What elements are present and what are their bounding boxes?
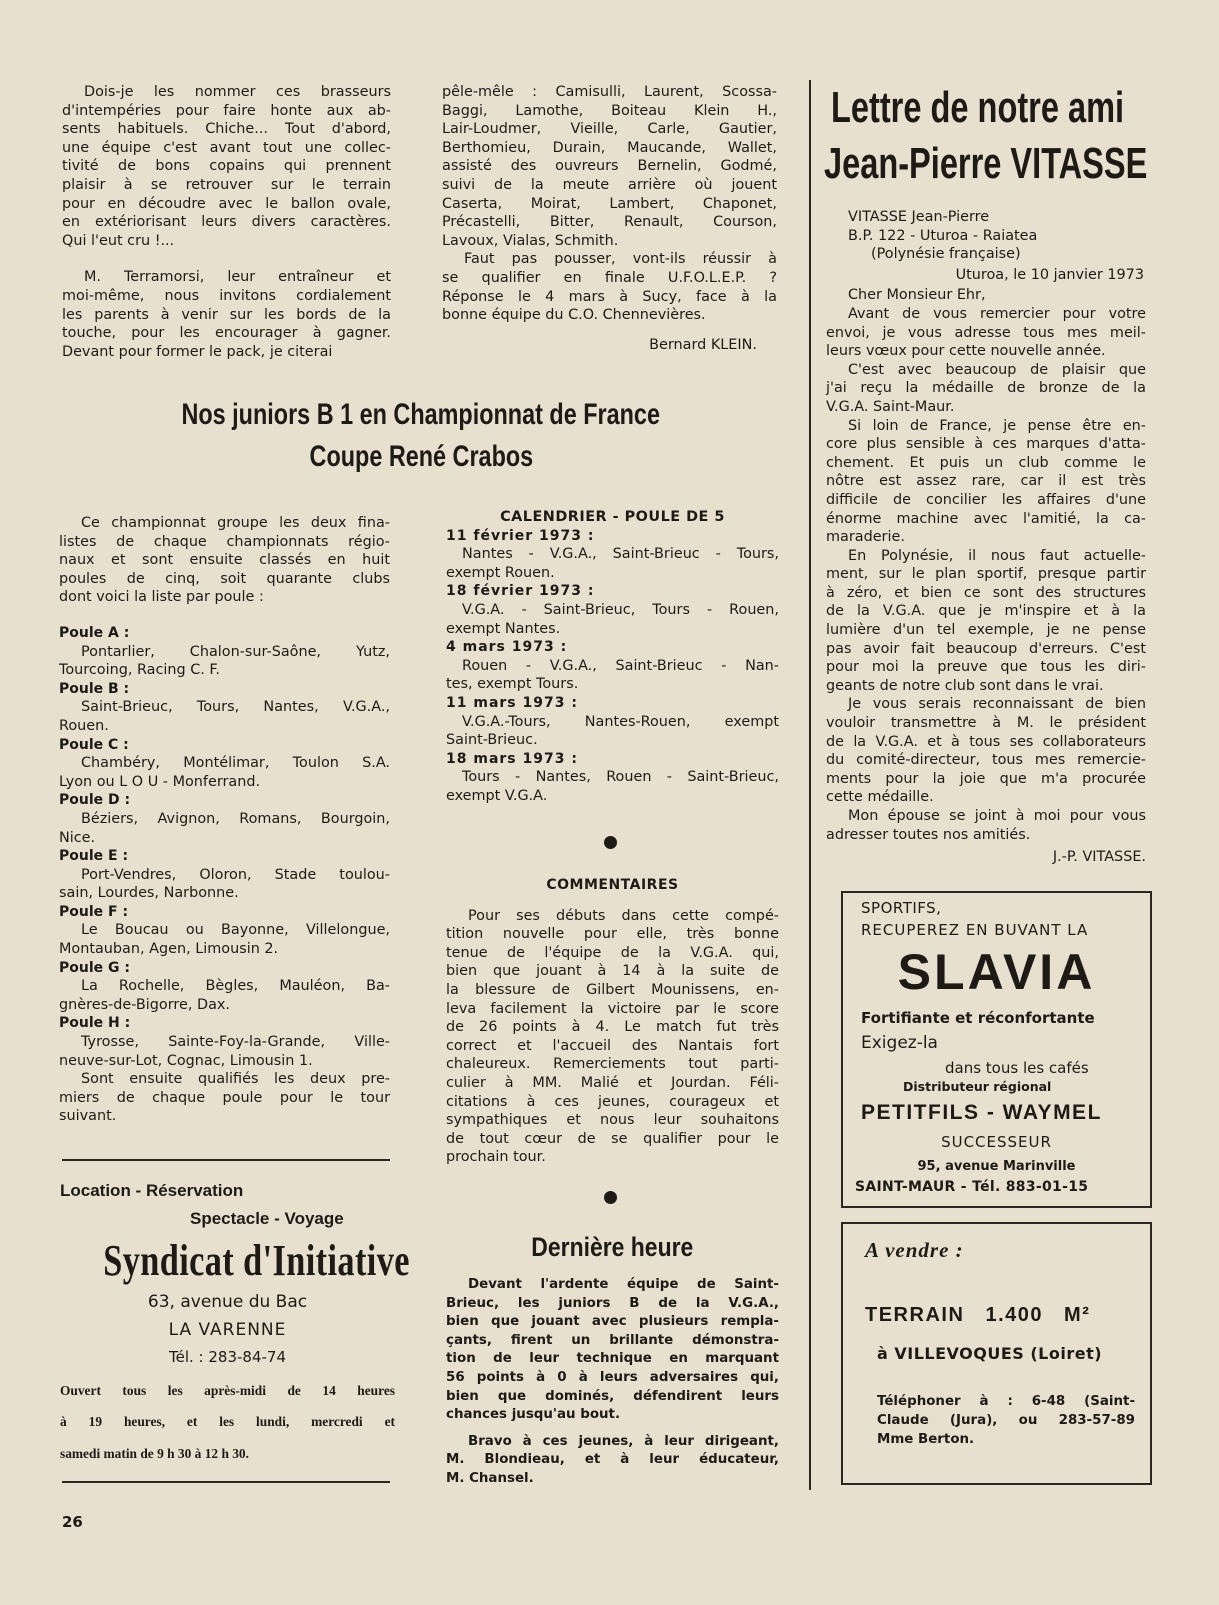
text-line: nôtre est assez rare, car il est très xyxy=(826,473,1146,490)
text-line: pour moi la preuve que tous les diri- xyxy=(826,659,1146,676)
poule-teams xyxy=(59,810,390,847)
headline xyxy=(40,398,802,432)
text-line: sain, Lourdes, Narbonne. xyxy=(59,885,239,902)
slavia-city-tel: SAINT-MAUR - Tél. 883-01-15 xyxy=(855,1179,1089,1195)
calendar-date: 18 février 1973 : xyxy=(446,583,595,600)
calendar-entries xyxy=(446,527,779,806)
text-line: Le Boucau ou Bayonne, Villelongue, xyxy=(81,922,390,939)
text-line: Tyrosse, Sainte-Foy-la-Grande, Ville- xyxy=(81,1034,390,1051)
text-line: énorme machine avec l'amitié, la ca- xyxy=(826,510,1146,527)
text-line: tivité de bons copains qui prennent xyxy=(62,158,391,175)
text-line: tion de leur technique en marquant xyxy=(446,1351,779,1367)
letter-title-1: Lettre de notre ami xyxy=(831,83,1125,132)
text-line: V.G.A.-Tours, Nantes-Rouen, exempt xyxy=(462,713,779,730)
text-line: geants de notre club sont dans le vrai. xyxy=(826,677,1104,694)
derniere-paragraph-2 xyxy=(446,1433,779,1489)
calendar-date: 18 mars 1973 : xyxy=(446,750,578,767)
text-line: La Rochelle, Bègles, Mauléon, Ba- xyxy=(81,978,390,995)
text-line: bonne équipe du C.O. Chennevières. xyxy=(442,307,706,324)
text-line: Montauban, Agen, Limousin 2. xyxy=(59,941,279,958)
headline-sub xyxy=(40,440,802,474)
text-line: Pour ses débuts dans cette compé- xyxy=(468,907,779,924)
text-line: ment, sur le plan sportif, presque partir xyxy=(826,566,1146,583)
text-line: exempt Rouen. xyxy=(446,564,555,581)
text-line: gnères-de-Bigorre, Dax. xyxy=(59,996,230,1013)
text-line: Pontarlier, Chalon-sur-Saône, Yutz, xyxy=(81,643,390,660)
slavia-address: 95, avenue Marinville xyxy=(917,1159,1076,1174)
text-line: les parents à venir sur les bords de la xyxy=(62,306,391,323)
text-line: Mme Berton. xyxy=(877,1432,975,1447)
text-line: M. Terramorsi, leur entraîneur et xyxy=(84,269,391,286)
text-line: en extériorisant leurs divers caractères. xyxy=(62,214,391,231)
slavia-company: PETITFILS - WAYMEL xyxy=(861,1101,1102,1124)
text-line: Qui l'eut cru !... xyxy=(62,232,175,249)
bullet-1 xyxy=(604,836,617,849)
text-line: chances jusqu'au bout. xyxy=(446,1407,621,1423)
text-line: assisté des ouvreurs Bernelin, Godmé, xyxy=(442,158,777,175)
text-line: culier à MM. Malié et Jourdan. Féli- xyxy=(446,1074,779,1091)
text-line: Bravo à ces jeunes, à leur dirigeant, xyxy=(468,1433,779,1449)
text-line: de 26 points à 4. Le match fut très xyxy=(446,1019,779,1036)
text-line: plaisir à se retrouver sur le terrain xyxy=(62,176,391,193)
syndicat-address: 63, avenue du Bac xyxy=(147,1292,308,1312)
text-line: Saint-Brieuc, Tours, Nantes, V.G.A., xyxy=(81,699,390,716)
syndicat-top-rule xyxy=(62,1159,390,1161)
text-line: tition nouvelle pour elle, très bonne xyxy=(446,926,779,943)
syndicat-tel: Tél. : 283-84-74 xyxy=(169,1348,286,1366)
text-line: d'intempéries pour faire honte aux ab- xyxy=(62,102,391,119)
text-line: Port-Vendres, Oloron, Stade toulou- xyxy=(81,866,390,883)
commentaires-title: COMMENTAIRES xyxy=(546,877,679,893)
text-line: Avant de vous remercier pour votre xyxy=(848,305,1146,322)
derniere-heading xyxy=(446,1232,779,1263)
text-line: M. Chansel. xyxy=(446,1470,534,1486)
text-line: M. Blondieau, et à leur éducateur, xyxy=(446,1452,779,1468)
text-line: vouloir transmettre à M. le président xyxy=(826,715,1146,732)
col2-signature: Bernard KLEIN. xyxy=(649,336,757,353)
letter-paragraphs xyxy=(826,305,1146,844)
calendar-matches xyxy=(446,601,779,638)
letter-salutation: Cher Monsieur Ehr, xyxy=(848,287,986,304)
calendar-matches xyxy=(446,713,779,750)
text-line: Brieuc, les juniors B de la V.G.A., xyxy=(446,1295,779,1311)
col2-top-text xyxy=(442,83,777,354)
letter-date: Uturoa, le 10 janvier 1973 xyxy=(955,266,1144,283)
text-line: exempt Nantes. xyxy=(446,620,561,637)
letter-paragraph xyxy=(826,695,1146,807)
text-line: listes de chaque championnats régio- xyxy=(59,533,390,550)
calendar-date: 4 mars 1973 : xyxy=(446,639,568,656)
text-line: 56 points à 0 à leurs adversaires qui, xyxy=(446,1369,779,1385)
text-line: adresser toutes nos amitiés. xyxy=(826,826,1031,843)
text-line: touche, pour les encourager à gagner. xyxy=(62,325,391,342)
text-line: naux et sont ensuite classés en huit xyxy=(59,552,390,569)
poule-heading: Poule B : xyxy=(59,680,130,697)
text-line: une équipe c'est avant tout une collec- xyxy=(62,139,391,156)
text-line: çants, firent un brillante démonstra- xyxy=(446,1332,779,1348)
headline-line-1: Nos juniors B 1 en Championnat de France xyxy=(181,398,661,431)
text-line: chaleureux. Remerciements tout parti- xyxy=(446,1056,779,1073)
poule-teams xyxy=(59,698,390,735)
text-line: pêle-mêle : Camisulli, Laurent, Scossa- xyxy=(442,84,777,100)
text-line: Chambéry, Montélimar, Toulon S.A. xyxy=(81,755,390,772)
letter-paragraph xyxy=(826,547,1146,696)
bullet-2 xyxy=(604,1191,617,1204)
text-line: exempt V.G.A. xyxy=(446,787,548,804)
text-line: Sont ensuite qualifiés les deux pre- xyxy=(81,1071,390,1088)
slavia-exigez: Exigez-la xyxy=(861,1033,938,1053)
text-line: Rouen - V.G.A., Saint-Brieuc - Nan- xyxy=(462,657,779,674)
slavia-line-2: RECUPEREZ EN BUVANT LA xyxy=(861,921,1089,939)
text-line: Baggi, Lamothe, Boiteau Klein H., xyxy=(442,102,777,119)
letter-paragraph xyxy=(826,305,1146,361)
text-line: Claude (Jura), ou 283-57-89 xyxy=(877,1413,1135,1428)
poule-heading: Poule F : xyxy=(59,903,129,920)
text-line: Je vous serais reconnaissant de bien xyxy=(848,696,1146,713)
text-line: bien que dominés, défendirent leurs xyxy=(446,1388,779,1404)
text-line: à 19 heures, et les lundi, mercredi et xyxy=(60,1414,395,1430)
text-line: Béziers, Avignon, Romans, Bourgoin, xyxy=(81,810,390,827)
text-line: sympathiques et nous leur souhaitons xyxy=(446,1112,779,1129)
text-line: V.G.A. - Saint-Brieuc, Tours - Rouen, xyxy=(462,601,779,618)
page-number: 26 xyxy=(62,1513,83,1531)
poule-heading: Poule E : xyxy=(59,848,129,865)
col1-paragraph-2 xyxy=(62,268,391,361)
intro-paragraph xyxy=(59,514,390,607)
text-line: core plus sensible à ces marques d'atta- xyxy=(826,436,1146,453)
text-line: suivi de la meute arrière où jouent xyxy=(442,176,777,193)
poule-heading: Poule G : xyxy=(59,959,130,976)
text-line: de tout cœur de se qualifier pour le xyxy=(446,1130,779,1147)
text-line: prochain tour. xyxy=(446,1149,546,1166)
syndicat-city: LA VARENNE xyxy=(168,1320,287,1340)
poule-heading: Poule D : xyxy=(59,792,131,809)
text-line: Tourcoing, Racing C. F. xyxy=(59,662,220,679)
text-line: En Polynésie, il nous faut actuelle- xyxy=(848,547,1146,564)
slavia-tagline: Fortifiante et réconfortante xyxy=(861,1009,1095,1027)
text-line: sents habituels. Chiche... Tout d'abord, xyxy=(62,121,391,138)
text-line: poules de cinq, soit quarante clubs xyxy=(59,570,390,587)
syndicat-bottom-rule xyxy=(62,1481,390,1483)
calendar-date: 11 mars 1973 : xyxy=(446,694,578,711)
slavia-ad xyxy=(841,891,1152,1208)
text-line: cette médaille. xyxy=(826,789,934,806)
slavia-distrib: Distributeur régional xyxy=(903,1079,1052,1094)
poule-heading: Poule H : xyxy=(59,1015,131,1032)
text-line: citations à ces jeunes, courageux et xyxy=(446,1093,779,1110)
text-line: leurs vœux pour cette nouvelle année. xyxy=(826,343,1106,360)
poule-teams xyxy=(59,643,390,680)
text-line: tes, exempt Tours. xyxy=(446,676,579,693)
calendar-section xyxy=(446,508,779,806)
text-line: Tours - Nantes, Rouen - Saint-Brieuc, xyxy=(462,769,779,786)
letter-paragraph xyxy=(826,807,1146,844)
text-line: j'ai reçu la médaille de bronze de la xyxy=(826,380,1146,397)
syndicat-name: Syndicat d'Initiative xyxy=(103,1236,410,1285)
headline-line-2: Coupe René Crabos xyxy=(309,440,533,473)
sale-ad xyxy=(841,1222,1152,1485)
col1-top-text xyxy=(62,83,391,361)
sale-title: A vendre : xyxy=(865,1238,964,1262)
letter-title-2: Jean-Pierre VITASSE xyxy=(824,139,1148,188)
letter-sender-3: (Polynésie française) xyxy=(871,246,1021,263)
poules-section xyxy=(59,514,390,1126)
col2-paragraph-1 xyxy=(442,83,777,250)
col2-paragraph-2 xyxy=(442,250,777,324)
syndicat-ad xyxy=(60,1181,410,1476)
letter-body xyxy=(826,208,1146,867)
text-line: Lyon ou L O U - Monferrand. xyxy=(59,773,261,790)
text-line: chement. Et puis un club comme le xyxy=(826,454,1146,471)
letter-sender-1: VITASSE Jean-Pierre xyxy=(848,209,990,225)
text-line: samedi matin de 9 h 30 à 12 h 30. xyxy=(60,1445,249,1461)
text-line: dont voici la liste par poule : xyxy=(59,589,264,606)
syndicat-line-1: Location - Réservation xyxy=(60,1181,244,1200)
poule-teams xyxy=(59,866,390,903)
derniere-paragraph-1 xyxy=(446,1276,779,1425)
poule-teams xyxy=(59,921,390,958)
text-line: Nantes - V.G.A., Saint-Brieuc - Tours, xyxy=(462,546,779,563)
text-line: correct et l'accueil des Nantais fort xyxy=(446,1037,779,1054)
text-line: envoi, je vous adresse tous mes meil- xyxy=(826,324,1146,341)
text-line: Dois-je les nommer ces brasseurs xyxy=(84,84,391,100)
text-line: Rouen. xyxy=(59,717,109,734)
poule-heading: Poule C : xyxy=(59,736,129,753)
text-line: de la V.G.A. et à tous ses collaborateurs xyxy=(826,733,1146,750)
text-line: Devant pour former le pack, je citerai xyxy=(62,343,333,360)
letter-paragraph xyxy=(826,361,1146,417)
poules-list xyxy=(59,624,390,1070)
col1-paragraph-1 xyxy=(62,83,391,250)
text-line: lumière d'un tel exemple, je ne pense xyxy=(826,622,1146,639)
text-line: pour en découdre avec le ballon ovale, xyxy=(62,195,391,212)
column-rule xyxy=(809,80,811,1490)
text-line: du comité-directeur, tous mes remercie- xyxy=(826,752,1146,769)
calendar-matches xyxy=(446,657,779,694)
syndicat-line-2: Spectacle - Voyage xyxy=(190,1209,344,1228)
text-line: suivant. xyxy=(59,1108,117,1125)
text-line: maraderie. xyxy=(826,529,905,546)
syndicat-hours xyxy=(60,1382,395,1463)
text-line: Saint-Brieuc. xyxy=(446,732,538,749)
text-line: Lair-Loudmer, Vieille, Carle, Gautier, xyxy=(442,121,777,138)
derniere-text xyxy=(446,1276,779,1489)
text-line: neuve-sur-Lot, Cognac, Limousin 1. xyxy=(59,1052,313,1069)
text-line: Berthomieu, Durain, Maucande, Wallet, xyxy=(442,139,777,156)
text-line: bien que jouant à 14 à la suite de xyxy=(446,963,779,980)
calendar-matches xyxy=(446,768,779,805)
letter-sender-2: B.P. 122 - Uturoa - Raiatea xyxy=(848,227,1038,244)
letter-paragraph xyxy=(826,417,1146,547)
sale-contact xyxy=(877,1392,1135,1449)
text-line: Réponse le 4 mars à Sucy, face à la xyxy=(442,288,777,305)
commentaires-text xyxy=(446,907,779,1167)
derniere-title: Dernière heure xyxy=(531,1232,694,1262)
text-line: Ouvert tous les après-midi de 14 heures xyxy=(60,1383,395,1398)
calendar-matches xyxy=(446,545,779,582)
text-line: V.G.A. Saint-Maur. xyxy=(826,398,955,415)
text-line: Lavoux, Vialas, Schmith. xyxy=(442,232,619,249)
slavia-line-1: SPORTIFS, xyxy=(861,899,942,917)
text-line: se qualifier en finale U.F.O.L.E.P. ? xyxy=(442,269,777,286)
text-line: Caserta, Moirat, Lambert, Chaponet, xyxy=(442,195,777,212)
text-line: difficile de concilier les affaires d'une xyxy=(826,491,1146,508)
commentaires-section xyxy=(446,876,779,1167)
text-line: à zéro, et bien ce sont des structures xyxy=(826,584,1146,601)
text-line: C'est avec beaucoup de plaisir que xyxy=(848,361,1146,378)
text-line: miers de chaque poule pour le tour xyxy=(59,1089,390,1106)
calendar-date: 11 février 1973 : xyxy=(446,527,595,544)
poule-teams xyxy=(59,1033,390,1070)
text-line: Devant l'ardente équipe de Saint- xyxy=(468,1277,779,1292)
slavia-successeur: SUCCESSEUR xyxy=(941,1133,1052,1151)
intro-end-paragraph xyxy=(59,1070,390,1126)
text-line: Faut pas pousser, vont-ils réussir à xyxy=(464,251,777,268)
text-line: ments pour la joie que m'a procurée xyxy=(826,770,1146,787)
text-line: Ce championnat groupe les deux fina- xyxy=(81,515,390,531)
text-line: bien que jouant avec plusieurs rempla- xyxy=(446,1314,779,1330)
text-line: Nice. xyxy=(59,829,96,846)
text-line: moi-même, nous invitons cordialement xyxy=(62,287,391,304)
text-line: tenue de l'équipe de la V.G.A. qui, xyxy=(446,944,779,961)
poule-heading: Poule A : xyxy=(59,624,130,641)
text-line: Précastelli, Bitter, Renault, Courson, xyxy=(442,214,777,231)
text-line: la blessure de Gilbert Mounissens, en- xyxy=(446,981,779,998)
sale-item: TERRAIN 1.400 M² xyxy=(865,1304,1091,1326)
calendar-title: CALENDRIER - POULE DE 5 xyxy=(500,509,725,525)
poule-teams xyxy=(59,977,390,1014)
poule-teams xyxy=(59,754,390,791)
slavia-cafes: dans tous les cafés xyxy=(945,1059,1089,1077)
text-line: leva facilement la victoire par le score xyxy=(446,1000,779,1017)
text-line: Si loin de France, je pense être en- xyxy=(848,417,1146,434)
letter-signature: J.-P. VITASSE. xyxy=(1052,849,1146,866)
text-line: de la V.G.A. que je m'inspire et à la xyxy=(826,603,1146,620)
slavia-brand: SLAVIA xyxy=(897,944,1096,1000)
text-line: Téléphoner à : 6-48 (Saint- xyxy=(877,1394,1135,1409)
text-line: Mon épouse se joint à moi pour vous xyxy=(848,808,1146,824)
text-line: pas avoir fait beaucoup d'erreurs. C'est xyxy=(826,640,1146,657)
sale-location: à VILLEVOQUES (Loiret) xyxy=(877,1344,1103,1363)
